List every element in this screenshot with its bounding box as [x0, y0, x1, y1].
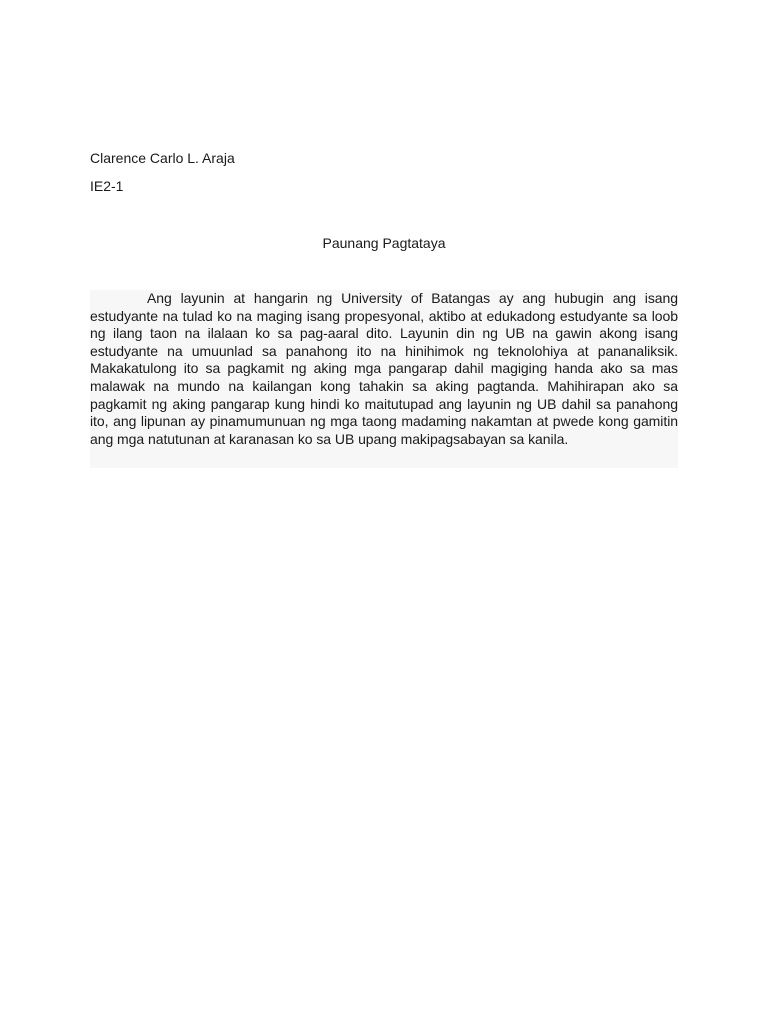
author-name: Clarence Carlo L. Araja [90, 150, 235, 166]
section-code: IE2-1 [90, 178, 124, 194]
document-title: Paunang Pagtataya [322, 235, 446, 251]
body-paragraph: Ang layunin at hangarin ng University of Batangas ay ang hubugin ang isang estudyante na tulad ko na maging isang propesyonal, aktibo at edukadong estudyante sa loob ng ilang taon na ilalaan ko sa pag-aaral dito. Layunin din ng UB na gawin akong isang estudyante na umuunlad sa panahong ito na hinihimok ng teknolohiya at pananaliksik. Makakatulong ito sa pagkamit ng aking mga pangarap dahil magiging handa ako sa mas malawak na mundo na kailangan kong tahakin sa aking pagtanda. Mahihirapan ako sa pagkamit ng aking pangarap kung hindi ko maitutupad ang layunin ng UB dahil sa panahong ito, ang lipunan ay pinamumunuan ng mga taong madaming nakamtan at pwede kong gamitin ang mga natutunan at karanasan ko sa UB upang makipagsabayan sa kanila. [90, 290, 678, 468]
